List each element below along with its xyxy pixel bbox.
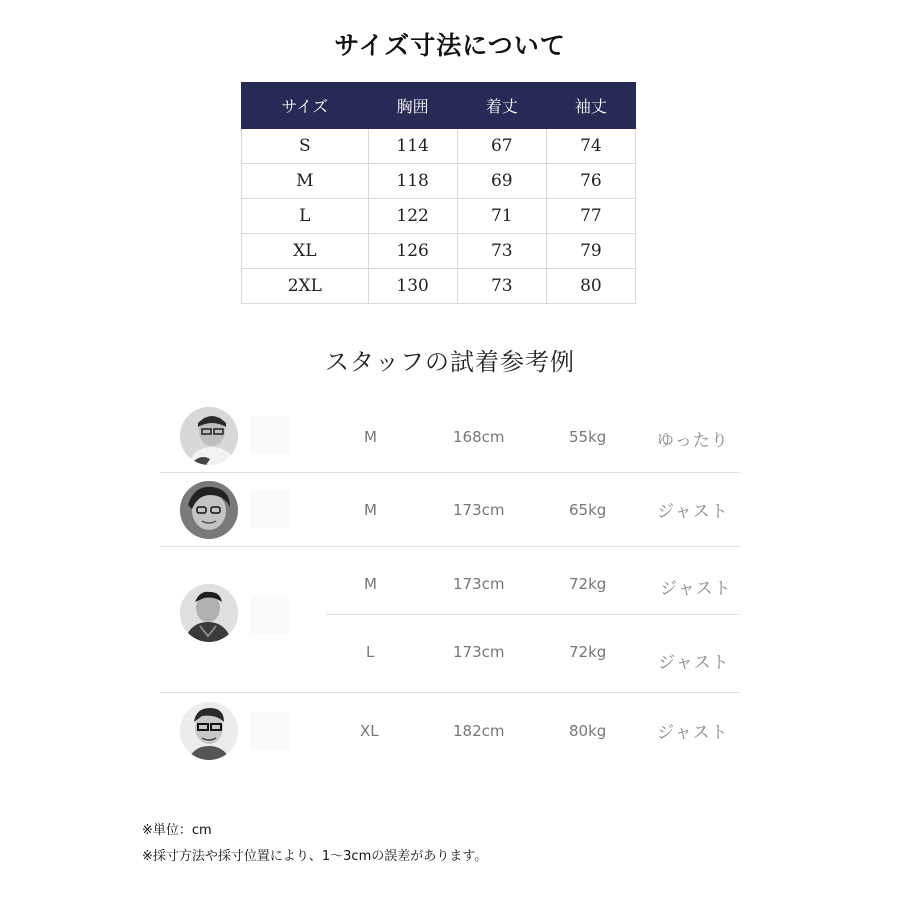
staff-name-blurred-1	[250, 416, 290, 454]
size-chart-header-row	[242, 83, 636, 129]
cell-size: 2XL	[242, 269, 369, 304]
cell-size: M	[242, 164, 369, 199]
cell-sleeve: 80	[546, 269, 635, 304]
header-size: サイズ	[242, 83, 369, 129]
staff-size: L	[366, 643, 375, 661]
cell-chest: 130	[368, 269, 457, 304]
staff-avatar-1	[180, 407, 238, 465]
staff-size: M	[364, 428, 377, 446]
staff-fit: ジャスト	[658, 653, 730, 673]
staff-avatar-4	[180, 702, 238, 760]
staff-weight: 65kg	[569, 501, 607, 519]
unit-note: ※単位：cm	[142, 823, 212, 838]
cell-sleeve: 74	[546, 129, 635, 164]
cell-sleeve: 76	[546, 164, 635, 199]
staff-height: 173cm	[453, 575, 505, 593]
size-chart-title: サイズ寸法について	[334, 31, 566, 60]
cell-length: 71	[457, 199, 546, 234]
staff-name-blurred-3	[250, 596, 290, 634]
staff-size: M	[364, 575, 377, 593]
header-chest: 胸囲	[368, 83, 457, 129]
table-row	[242, 234, 636, 269]
table-row	[242, 129, 636, 164]
row-divider	[326, 614, 740, 615]
header-sleeve: 袖丈	[546, 83, 635, 129]
staff-fit: ジャスト	[657, 723, 729, 743]
staff-height: 173cm	[453, 501, 505, 519]
staff-fit: ジャスト	[660, 579, 732, 599]
staff-avatar-2	[180, 481, 238, 539]
cell-sleeve: 77	[546, 199, 635, 234]
cell-chest: 122	[368, 199, 457, 234]
staff-weight: 72kg	[569, 575, 607, 593]
row-divider	[160, 546, 740, 547]
header-length: 着丈	[457, 83, 546, 129]
cell-size: S	[242, 129, 369, 164]
staff-fit: ゆったり	[657, 431, 729, 451]
staff-weight: 72kg	[569, 643, 607, 661]
cell-length: 67	[457, 129, 546, 164]
staff-fit: ジャスト	[657, 502, 729, 522]
table-row	[242, 199, 636, 234]
cell-chest: 118	[368, 164, 457, 199]
size-chart-table	[241, 82, 636, 304]
cell-length: 73	[457, 269, 546, 304]
staff-height: 182cm	[453, 722, 505, 740]
table-row	[242, 269, 636, 304]
table-row	[242, 164, 636, 199]
cell-chest: 126	[368, 234, 457, 269]
row-divider	[160, 692, 740, 693]
cell-length: 69	[457, 164, 546, 199]
staff-weight: 80kg	[569, 722, 607, 740]
cell-chest: 114	[368, 129, 457, 164]
staff-name-blurred-2	[250, 490, 290, 528]
cell-sleeve: 79	[546, 234, 635, 269]
staff-height: 168cm	[453, 428, 505, 446]
staff-size: M	[364, 501, 377, 519]
staff-weight: 55kg	[569, 428, 607, 446]
staff-size: XL	[360, 722, 379, 740]
cell-size: L	[242, 199, 369, 234]
cell-length: 73	[457, 234, 546, 269]
staff-height: 173cm	[453, 643, 505, 661]
staff-fitting-title: スタッフの試着参考例	[325, 348, 575, 376]
staff-avatar-3	[180, 584, 238, 642]
measurement-disclaimer: ※採寸方法や採寸位置により、1～3cmの誤差があります。	[142, 849, 488, 864]
staff-name-blurred-4	[250, 712, 290, 750]
row-divider	[160, 472, 740, 473]
cell-size: XL	[242, 234, 369, 269]
